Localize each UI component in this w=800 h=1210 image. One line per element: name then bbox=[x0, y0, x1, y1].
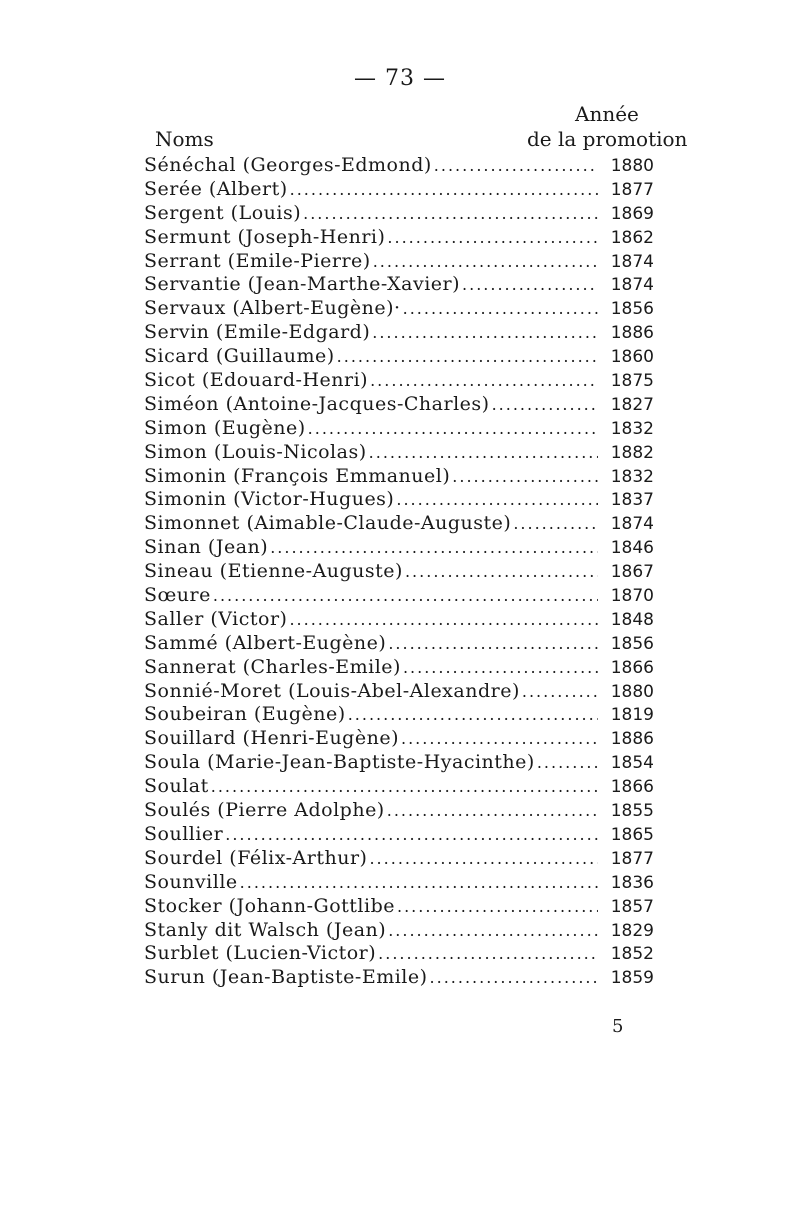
entry-year: 1846 bbox=[610, 538, 654, 559]
names-list bbox=[144, 154, 654, 990]
entry-year: 1856 bbox=[610, 633, 654, 654]
entry-name: Sineau (Etienne-Auguste) bbox=[144, 560, 403, 583]
column-header-promotion: de la promotion bbox=[527, 127, 688, 151]
entry-name: Surblet (Lucien-Victor) bbox=[144, 942, 377, 965]
entry-year: 1874 bbox=[610, 251, 654, 272]
dot-leader bbox=[348, 703, 598, 727]
entry-name: Sammé (Albert-Eugène) bbox=[144, 631, 387, 654]
entry-name: Simonin (Victor-Hugues) bbox=[144, 488, 395, 511]
entry-year: 1860 bbox=[610, 347, 654, 368]
list-item bbox=[144, 751, 654, 775]
list-item bbox=[144, 871, 654, 895]
dot-leader bbox=[401, 727, 598, 751]
entry-year: 1886 bbox=[610, 323, 654, 344]
entry-year: 1856 bbox=[610, 299, 654, 320]
entry-year: 1886 bbox=[610, 729, 654, 750]
entry-name: Soubeiran (Eugène) bbox=[144, 703, 346, 726]
entry-name: Saller (Victor) bbox=[144, 607, 288, 630]
entry-year: 1827 bbox=[610, 394, 654, 415]
list-item bbox=[144, 393, 654, 417]
dot-leader bbox=[387, 799, 598, 823]
dot-leader bbox=[290, 178, 598, 202]
list-item bbox=[144, 608, 654, 632]
entry-name: Siméon (Antoine-Jacques-Charles) bbox=[144, 392, 490, 415]
list-item bbox=[144, 847, 654, 871]
dot-leader bbox=[369, 441, 598, 465]
entry-year: 1877 bbox=[610, 848, 654, 869]
list-item bbox=[144, 369, 654, 393]
entry-name: Simon (Eugène) bbox=[144, 416, 306, 439]
entry-name: Souillard (Henri-Eugène) bbox=[144, 727, 399, 750]
list-item bbox=[144, 775, 654, 799]
entry-year: 1866 bbox=[610, 777, 654, 798]
dot-leader bbox=[213, 584, 598, 608]
entry-name: Surun (Jean-Baptiste-Emile) bbox=[144, 966, 428, 989]
entry-name: Sicard (Guillaume) bbox=[144, 345, 335, 368]
dot-leader bbox=[308, 417, 598, 441]
list-item bbox=[144, 273, 654, 297]
dot-leader bbox=[513, 512, 598, 536]
dot-leader bbox=[537, 751, 598, 775]
entry-name: Simon (Louis-Nicolas) bbox=[144, 440, 367, 463]
entry-name: Servantie (Jean-Marthe-Xavier) bbox=[144, 273, 461, 296]
entry-year: 1865 bbox=[610, 824, 654, 845]
list-item bbox=[144, 727, 654, 751]
list-item bbox=[144, 512, 654, 536]
dot-leader bbox=[303, 202, 598, 226]
dot-leader bbox=[430, 966, 598, 990]
entry-name: Sourdel (Félix-Arthur) bbox=[144, 846, 368, 869]
list-item bbox=[144, 465, 654, 489]
dot-leader bbox=[388, 632, 598, 656]
entry-year: 1857 bbox=[610, 896, 654, 917]
entry-year: 1832 bbox=[610, 418, 654, 439]
entry-year: 1874 bbox=[610, 514, 654, 535]
entry-name: Serrant (Emile-Pierre) bbox=[144, 249, 371, 272]
list-item bbox=[144, 154, 654, 178]
list-item bbox=[144, 417, 654, 441]
entry-year: 1848 bbox=[610, 609, 654, 630]
dot-leader bbox=[405, 560, 598, 584]
dot-leader bbox=[378, 942, 598, 966]
entry-year: 1862 bbox=[610, 227, 654, 248]
entry-year: 1880 bbox=[610, 156, 654, 176]
entry-name: Sœure bbox=[144, 584, 211, 607]
list-item bbox=[144, 536, 654, 560]
entry-name: Sinan (Jean) bbox=[144, 536, 269, 559]
entry-year: 1882 bbox=[610, 442, 654, 463]
entry-year: 1819 bbox=[610, 705, 654, 726]
list-item bbox=[144, 656, 654, 680]
dot-leader bbox=[388, 919, 598, 943]
list-item bbox=[144, 202, 654, 226]
entry-name: Stocker (Johann-Gottlibe bbox=[144, 894, 395, 917]
entry-name: Soulés (Pierre Adolphe) bbox=[144, 799, 385, 822]
list-item bbox=[144, 942, 654, 966]
dot-leader bbox=[369, 847, 598, 871]
dot-leader bbox=[434, 154, 598, 178]
list-item bbox=[144, 919, 654, 943]
entry-year: 1829 bbox=[610, 920, 654, 941]
entry-name: Sermunt (Joseph-Henri) bbox=[144, 225, 386, 248]
dot-leader bbox=[225, 823, 598, 847]
dot-leader bbox=[373, 250, 598, 274]
dot-leader bbox=[492, 393, 598, 417]
list-item bbox=[144, 703, 654, 727]
entry-year: 1836 bbox=[610, 872, 654, 893]
entry-year: 1866 bbox=[610, 657, 654, 678]
dot-leader bbox=[270, 536, 598, 560]
dot-leader bbox=[522, 680, 598, 704]
dot-leader bbox=[240, 871, 598, 895]
entry-name: Simonnet (Aimable-Claude-Auguste) bbox=[144, 512, 512, 535]
list-item bbox=[144, 560, 654, 584]
entry-year: 1877 bbox=[610, 179, 654, 200]
dot-leader bbox=[403, 297, 598, 321]
list-item bbox=[144, 584, 654, 608]
entry-name: Servin (Emile-Edgard) bbox=[144, 321, 371, 344]
list-item bbox=[144, 966, 654, 990]
column-header-annee: Année bbox=[575, 102, 639, 126]
dot-leader bbox=[462, 273, 598, 297]
entry-year: 1880 bbox=[610, 681, 654, 702]
entry-year: 1854 bbox=[610, 753, 654, 774]
dot-leader bbox=[370, 369, 598, 393]
entry-year: 1832 bbox=[610, 466, 654, 487]
entry-name: Soulat bbox=[144, 775, 209, 798]
entry-year: 1837 bbox=[610, 490, 654, 511]
entry-name: Soullier bbox=[144, 822, 224, 845]
entry-name: Sicot (Edouard-Henri) bbox=[144, 369, 369, 392]
dot-leader bbox=[337, 345, 598, 369]
entry-name: Stanly dit Walsch (Jean) bbox=[144, 918, 387, 941]
list-item bbox=[144, 799, 654, 823]
dot-leader bbox=[372, 321, 598, 345]
dot-leader bbox=[452, 465, 598, 489]
entry-name: Sounville bbox=[144, 870, 238, 893]
entry-name: Sonnié-Moret (Louis-Abel-Alexandre) bbox=[144, 679, 520, 702]
entry-year: 1869 bbox=[610, 203, 654, 224]
list-item bbox=[144, 895, 654, 919]
entry-name: Simonin (François Emmanuel) bbox=[144, 464, 451, 487]
column-header-noms: Noms bbox=[155, 127, 214, 151]
entry-name: Sannerat (Charles-Emile) bbox=[144, 655, 401, 678]
list-item bbox=[144, 321, 654, 345]
dot-leader bbox=[396, 488, 598, 512]
list-item bbox=[144, 823, 654, 847]
dot-leader bbox=[397, 895, 598, 919]
entry-year: 1859 bbox=[610, 968, 654, 989]
entry-name: Serée (Albert) bbox=[144, 177, 288, 200]
entry-year: 1852 bbox=[610, 944, 654, 965]
list-item bbox=[144, 441, 654, 465]
page-number: — 73 — bbox=[354, 66, 446, 91]
list-item bbox=[144, 178, 654, 202]
entry-year: 1870 bbox=[610, 586, 654, 607]
list-item bbox=[144, 250, 654, 274]
entry-year: 1855 bbox=[610, 801, 654, 822]
entry-year: 1875 bbox=[610, 371, 654, 392]
list-item bbox=[144, 345, 654, 369]
entry-name: Sergent (Louis) bbox=[144, 201, 302, 224]
list-item bbox=[144, 297, 654, 321]
entry-name: Sénéchal (Georges-Edmond) bbox=[144, 154, 432, 176]
entry-year: 1874 bbox=[610, 275, 654, 296]
list-item bbox=[144, 632, 654, 656]
dot-leader bbox=[289, 608, 598, 632]
entry-name: Soula (Marie-Jean-Baptiste-Hyacinthe) bbox=[144, 751, 535, 774]
entry-name: Servaux (Albert-Eugène)· bbox=[144, 297, 401, 320]
signature-mark: 5 bbox=[612, 1016, 624, 1037]
list-item bbox=[144, 680, 654, 704]
entry-year: 1867 bbox=[610, 562, 654, 583]
list-item bbox=[144, 488, 654, 512]
dot-leader bbox=[211, 775, 598, 799]
list-item bbox=[144, 226, 654, 250]
dot-leader bbox=[403, 656, 598, 680]
dot-leader bbox=[387, 226, 598, 250]
